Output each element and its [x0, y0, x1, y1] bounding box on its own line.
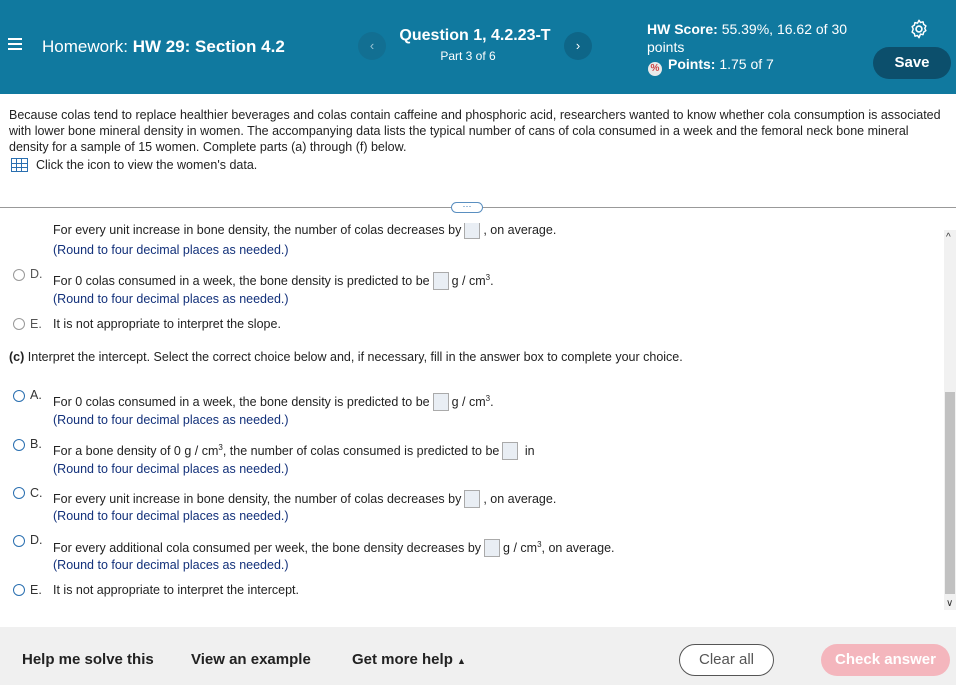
partc-c-hint: (Round to four decimal places as needed.) [53, 509, 289, 523]
header-bar [0, 0, 956, 94]
partc-radio-b[interactable] [13, 439, 25, 451]
homework-title [42, 37, 285, 57]
partc-b-text-1: For a bone density of 0 g / cm [53, 444, 219, 458]
partc-radio-e[interactable] [13, 584, 25, 596]
score-value: 55.39%, 16.62 of 30 points [647, 21, 848, 55]
points-value: 1.75 of 7 [719, 56, 774, 72]
points-label: Points: [668, 56, 716, 72]
partc-letter-d: D. [30, 533, 43, 547]
partb-radio-e[interactable] [13, 318, 25, 330]
partc-prompt [9, 350, 683, 364]
clear-all-button[interactable]: Clear all [679, 644, 774, 676]
partc-a-hint: (Round to four decimal places as needed.) [53, 413, 289, 427]
partb-d-text: For 0 colas consumed in a week, the bone density is predicted to be [53, 274, 430, 288]
footer-bar [0, 627, 956, 685]
homework-prefix: Homework: [42, 37, 128, 56]
scroll-down-icon[interactable]: ∨ [946, 598, 954, 609]
partc-letter-e: E. [30, 583, 42, 597]
partc-prompt-text: Interpret the intercept. Select the correct choice below and, if necessary, fill in the answer box to complete your choice. [27, 350, 683, 364]
partb-letter-d: D. [30, 267, 43, 281]
partc-c-text: For every unit increase in bone density, the number of colas decreases by [53, 492, 462, 506]
previous-question-button[interactable]: ‹ [358, 32, 386, 60]
question-part: Part 3 of 6 [440, 49, 496, 63]
partc-d-text: For every additional cola consumed per week, the bone density decreases by [53, 541, 482, 555]
points [648, 56, 774, 76]
partc-b-text-2: , the number of colas consumed is predicted to be [222, 444, 500, 458]
partial-credit-icon: % [648, 62, 662, 76]
partc-radio-a[interactable] [13, 390, 25, 402]
partc-radio-c[interactable] [13, 487, 25, 499]
partb-option-d-text: For 0 colas consumed in a week, the bone density is predicted to be g / $cm^3$. [53, 272, 494, 288]
get-more-help-label: Get more help [352, 651, 453, 668]
data-link[interactable] [11, 158, 257, 172]
partb-c-hint: (Round to four decimal places as needed.) [53, 243, 289, 257]
superscript: 3 [218, 442, 223, 452]
expand-button[interactable]: ··· [451, 202, 483, 213]
superscript: 3 [485, 272, 491, 282]
partc-d-answer-box[interactable] [484, 539, 500, 557]
scrollbar-thumb[interactable] [945, 392, 955, 594]
answer-scroll-area[interactable] [0, 223, 944, 608]
view-example-link[interactable]: View an example [191, 651, 311, 668]
partb-c-text: For every unit increase in bone density, the number of colas decreases by [53, 223, 462, 237]
partc-label: (c) [9, 350, 25, 364]
partc-letter-a: A. [30, 388, 42, 402]
help-me-solve-link[interactable]: Help me solve this [22, 651, 154, 668]
partc-d-suffix: , on average. [541, 541, 615, 555]
partc-a-unit: g / cm [451, 395, 486, 409]
partc-option-c-text [53, 490, 556, 508]
gear-icon[interactable] [908, 18, 930, 40]
partc-d-unit: g / cm [503, 541, 538, 555]
homework-name: HW 29: Section 4.2 [132, 37, 285, 56]
next-question-button[interactable]: › [564, 32, 592, 60]
partc-c-suffix: , on average. [483, 492, 557, 506]
partb-d-answer-box[interactable] [433, 272, 449, 290]
partb-c-answer-box[interactable] [464, 223, 480, 239]
partc-b-answer-box[interactable] [502, 442, 518, 460]
partb-option-c-text [53, 223, 556, 239]
partc-option-d-text [53, 539, 615, 557]
partc-d-hint: (Round to four decimal places as needed.) [53, 558, 289, 572]
partc-a-text: For 0 colas consumed in a week, the bone density is predicted to be [53, 395, 430, 409]
partc-letter-c: C. [30, 486, 43, 500]
partb-c-suffix: , on average. [483, 223, 557, 237]
partb-radio-d[interactable] [13, 269, 25, 281]
partc-radio-d[interactable] [13, 535, 25, 547]
partc-c-answer-box[interactable] [464, 490, 480, 508]
partc-option-e-text: It is not appropriate to interpret the intercept. [53, 583, 299, 597]
superscript: 3 [485, 393, 491, 403]
scroll-up-icon[interactable]: ^ [946, 232, 951, 243]
partc-option-b-text [53, 442, 535, 460]
partc-b-unit: in [524, 444, 535, 458]
question-intro: Because colas tend to replace healthier beverages and colas contain caffeine and phosphoric acid, researchers wanted to know whether cola consumption is associated with lower bone mineral density in women. The accompanying data lists the typical number of cans of cola consumed in a week and the femoral neck bone mineral density for a sample of 15 women. Complete parts (a) through (f) below. [9, 108, 941, 154]
partb-option-e-text: It is not appropriate to interpret the slope. [53, 317, 281, 331]
partc-letter-b: B. [30, 437, 42, 451]
data-link-text: Click the icon to view the women's data. [36, 158, 258, 172]
partc-a-answer-box[interactable] [433, 393, 449, 411]
menu-icon[interactable] [8, 38, 22, 52]
partc-b-hint: (Round to four decimal places as needed.) [53, 462, 289, 476]
check-answer-button[interactable]: Check answer [821, 644, 950, 676]
data-table-icon[interactable] [11, 158, 28, 172]
caret-up-icon: ▲ [457, 656, 466, 666]
partb-d-unit: g / cm [451, 274, 486, 288]
hw-score [647, 20, 847, 56]
save-button[interactable]: Save [873, 47, 951, 79]
score-label: HW Score: [647, 21, 718, 37]
superscript: 3 [537, 539, 542, 549]
partb-d-hint: (Round to four decimal places as needed.) [53, 292, 289, 306]
partb-letter-e: E. [30, 317, 42, 331]
partc-option-a-text: For 0 colas consumed in a week, the bone density is predicted to be g / $cm^3$. [53, 393, 494, 409]
get-more-help-link[interactable] [352, 651, 466, 668]
question-title: Question 1, 4.2.23-T [399, 27, 551, 44]
